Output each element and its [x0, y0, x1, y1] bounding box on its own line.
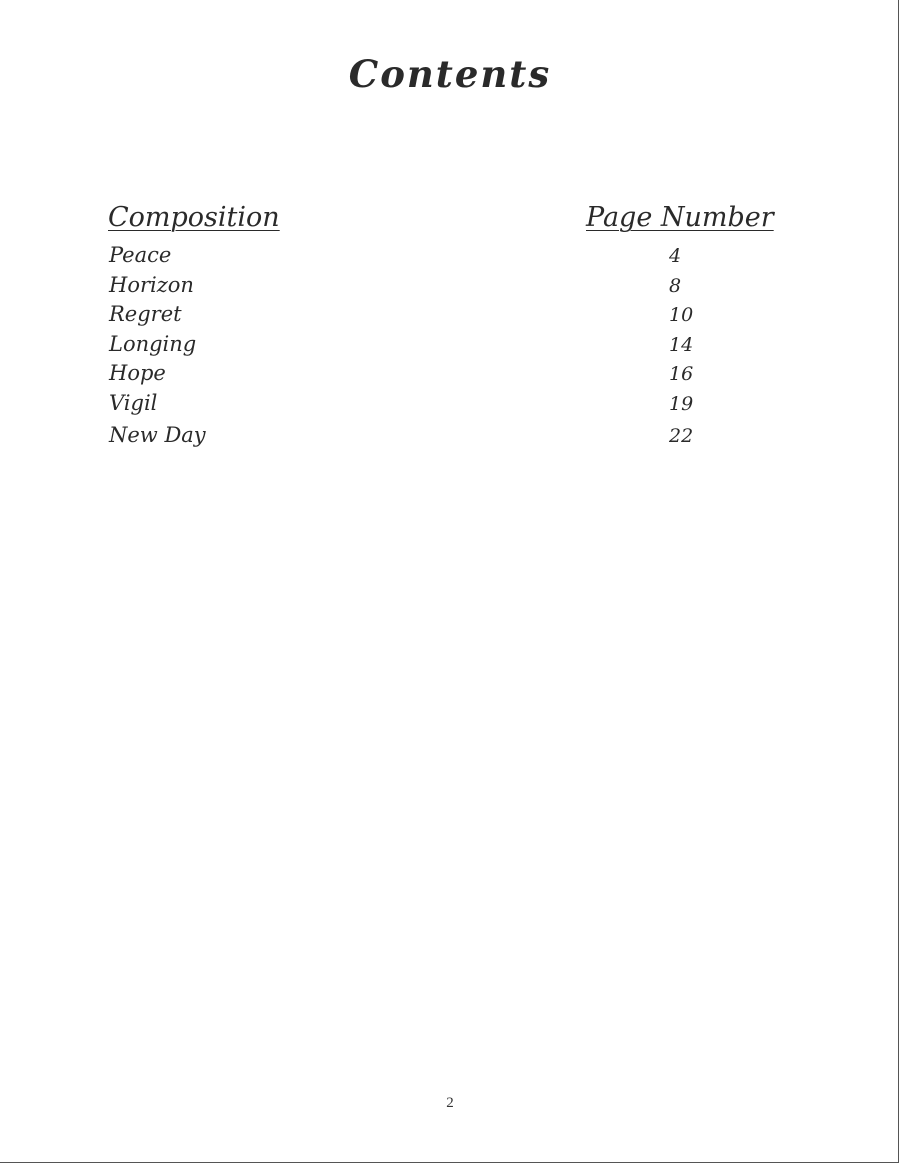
contents-entry: [0, 423, 900, 453]
page-folio: 2: [446, 1095, 454, 1111]
page-number: 22: [669, 425, 694, 447]
composition-name: Horizon: [109, 272, 194, 297]
composition-name: Vigil: [109, 390, 158, 415]
page-number: 14: [669, 333, 694, 356]
composition-name: Peace: [109, 243, 172, 267]
contents-entry: [0, 361, 900, 391]
page-title: Contents: [348, 52, 552, 96]
composition-name: New Day: [109, 423, 206, 447]
contents-entry: [0, 243, 900, 273]
page-number: 16: [669, 363, 694, 385]
page-number: 4: [669, 245, 682, 267]
contents-entry: [0, 273, 900, 303]
contents-list: [0, 243, 900, 453]
composition-column-header: Composition: [108, 202, 280, 233]
page-number: 8: [669, 274, 682, 297]
contents-entry: [0, 332, 900, 362]
page-number: 19: [669, 392, 694, 415]
page-number: 10: [669, 304, 694, 326]
composition-name: Hope: [109, 361, 166, 385]
composition-name: Regret: [109, 302, 182, 326]
composition-name: Longing: [109, 331, 197, 356]
page-number-column-header: Page Number: [586, 202, 774, 233]
contents-entry: [0, 302, 900, 332]
contents-entry: [0, 391, 900, 421]
